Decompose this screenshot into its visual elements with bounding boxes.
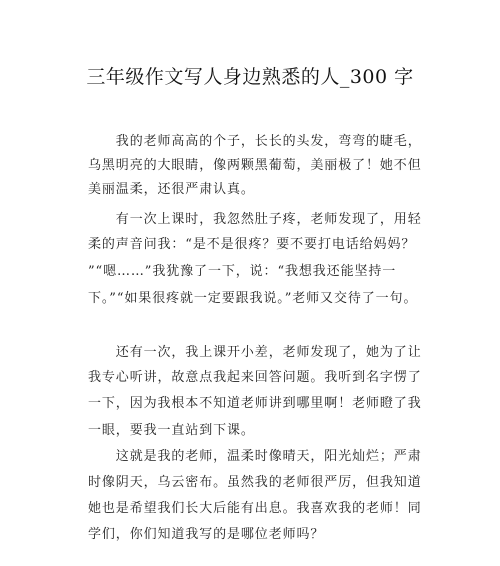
text-line: ”“嗯……”我犹豫了一下，说：“我想我还能坚持一	[88, 264, 397, 279]
text-line: 她也是希望我们长大后能有出息。我喜欢我的老师！同	[88, 501, 422, 516]
text-line: 一下，因为我根本不知道老师讲到哪里啊！老师瞪了我	[88, 396, 422, 411]
text-line: 乌黑明亮的大眼睛，像两颗黑葡萄，美丽极了！她不但	[88, 158, 422, 173]
text-line: 我专心听讲，故意点我起来回答问题。我听到名字愣了	[88, 370, 422, 385]
text-line: 下。”“如果很疼就一定要跟我说。”老师又交待了一句。	[88, 291, 418, 306]
text-line: 我的老师高高的个子，长长的头发，弯弯的睫毛，	[88, 134, 422, 149]
text-line: 时像阴天，乌云密布。虽然我的老师很严厉，但我知道	[88, 475, 422, 490]
text-line: 这就是我的老师，温柔时像晴天，阳光灿烂；严肃	[88, 449, 422, 464]
text-line: 还有一次，我上课开小差，老师发现了，她为了让	[88, 345, 422, 360]
text-line: 有一次上课时，我忽然肚子疼，老师发现了，用轻	[88, 212, 422, 227]
document-title: 三年级作文写人身边熟悉的人_300 字	[86, 66, 414, 88]
text-line: 学们，你们知道我写的是哪位老师吗？	[88, 527, 325, 542]
text-line: 美丽温柔，还很严肃认真。	[88, 182, 255, 197]
text-line: 一眼，要我一直站到下课。	[88, 423, 255, 438]
text-line: 柔的声音问我：“是不是很疼？要不要打电话给妈妈？	[88, 237, 416, 252]
